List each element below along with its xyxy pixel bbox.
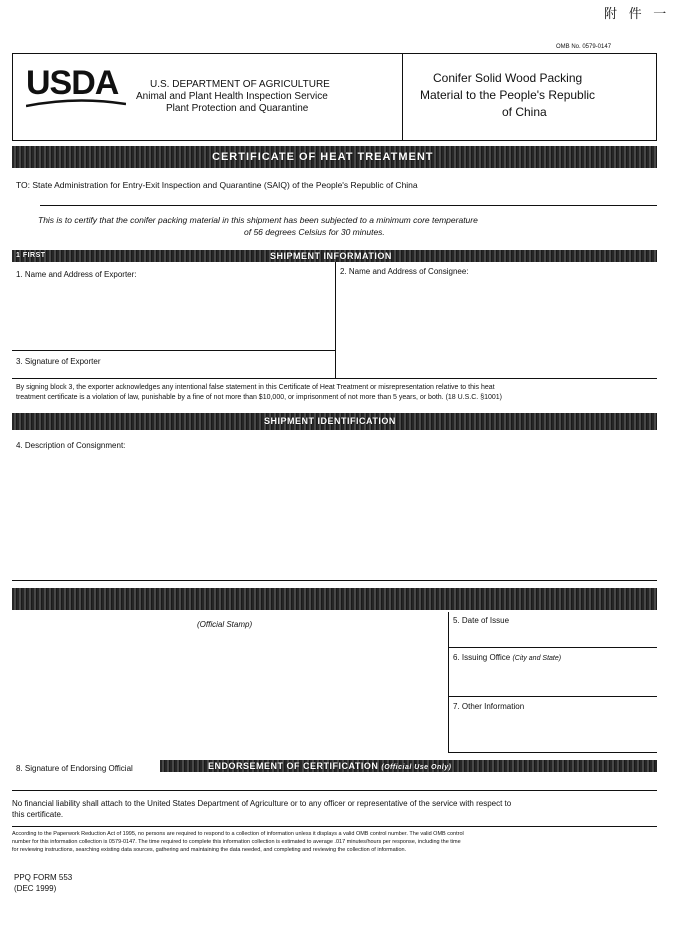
to-underline xyxy=(40,205,657,206)
certify-line1: This is to certify that the conifer packing material in this shipment has been subjected to a minimum core temperature xyxy=(38,215,478,225)
block4-label: 4. Description of Consignment: xyxy=(16,441,126,450)
shipment-info-bar-left: 1 FIRST xyxy=(16,252,46,259)
block6-note: (City and State) xyxy=(512,655,562,662)
block5-bottom xyxy=(448,647,657,648)
block8-label: 8. Signature of Endorsing Official xyxy=(16,764,133,773)
block8-bottom xyxy=(12,790,657,791)
certify-line2: of 56 degrees Celsius for 30 minutes. xyxy=(244,227,385,237)
endorsement-title xyxy=(208,759,451,775)
certificate-title: CERTIFICATE OF HEAT TREATMENT xyxy=(212,151,434,163)
block2-label: 2. Name and Address of Consignee: xyxy=(340,267,469,276)
usda-logo xyxy=(26,66,126,110)
form-number: PPQ FORM 553 xyxy=(14,873,73,882)
form-date: (DEC 1999) xyxy=(14,884,57,893)
form-title-line3: of China xyxy=(502,105,547,119)
form-title-line1: Conifer Solid Wood Packing xyxy=(433,71,583,85)
official-stamp-label: (Official Stamp) xyxy=(197,620,253,629)
liability-line1: No financial liability shall attach to the United States Department of Agriculture or to any officer or representative of the service with respect to xyxy=(12,799,512,808)
pra-line2: number for this information collection is 0579-0147. The time required to complete this information collection is estimated to average .017 minutes/hours per response, including the time xyxy=(12,839,461,845)
liability-line2: this certificate. xyxy=(12,810,64,819)
block6-bottom xyxy=(448,696,657,697)
shipment-info-title: SHIPMENT INFORMATION xyxy=(270,251,392,261)
block3-label: 3. Signature of Exporter xyxy=(16,357,101,366)
block6-label-text: 6. Issuing Office xyxy=(453,653,511,662)
omb-number: OMB No. 0579-0147 xyxy=(556,44,612,50)
endorsement-divider xyxy=(448,612,449,752)
endorsement-top-bar xyxy=(12,588,657,610)
header-divider xyxy=(402,53,403,141)
block1-label: 1. Name and Address of Exporter: xyxy=(16,270,137,279)
agency-line2: Animal and Plant Health Inspection Service xyxy=(136,91,328,102)
pra-line3: for reviewing instructions, searching existing data sources, gathering and maintaining the data needed, and completing and reviewing the collection of information. xyxy=(12,847,407,853)
usda-logo-swoosh xyxy=(26,98,126,108)
agency-line3: Plant Protection and Quarantine xyxy=(166,103,309,114)
block7-bottom xyxy=(448,752,657,753)
pra-line1: According to the Paperwork Reduction Act of 1995, no persons are required to respond to a collection of information unless it displays a valid OMB control number. The valid OMB control xyxy=(12,831,464,837)
to-line: TO: State Administration for Entry-Exit Inspection and Quarantine (SAIQ) of the People's Republic of China xyxy=(16,180,418,190)
block1-bottom xyxy=(12,350,335,351)
block6-label xyxy=(453,653,561,664)
warning-line2: treatment certificate is a violation of law, punishable by a fine of not more than $10,000, or imprisonment of not more than 5 years, or both. (18 U.S.C. §1001) xyxy=(16,394,502,401)
agency-line1: U.S. DEPARTMENT OF AGRICULTURE xyxy=(150,79,330,90)
block5-label: 5. Date of Issue xyxy=(453,616,510,625)
block7-label: 7. Other Information xyxy=(453,702,525,711)
block3-bottom xyxy=(12,378,657,379)
form-title-line2: Material to the People's Republic xyxy=(420,88,596,102)
shipment-id-title: SHIPMENT IDENTIFICATION xyxy=(264,416,396,426)
usda-logo-text: USDA xyxy=(26,64,119,102)
block4-bottom xyxy=(12,580,657,581)
warning-line1: By signing block 3, the exporter acknowledges any intentional false statement in this Certificate of Heat Treatment or misrepresentation relative to this heat xyxy=(16,384,495,391)
corner-note: 附 件 一 xyxy=(604,6,671,21)
endorsement-title-text: ENDORSEMENT OF CERTIFICATION xyxy=(208,761,379,771)
endorsement-title-note: (Official Use Only) xyxy=(381,764,452,771)
block1-2-divider xyxy=(335,262,336,378)
liability-bottom xyxy=(12,826,657,827)
